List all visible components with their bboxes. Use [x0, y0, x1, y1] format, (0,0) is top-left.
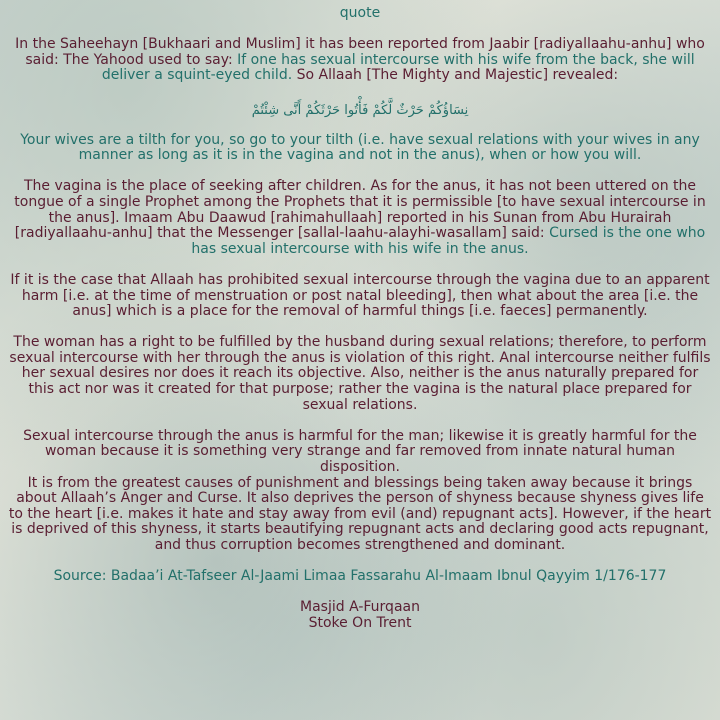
- punishment-paragraph: It is from the greatest causes of punishment and blessings being taken away because it brings about Allaah’s Anger and Curse. It also deprives the person of shyness because shyness gives life to the heart [i.e. makes it hate and stay away from evil (and) repugnant acts]. However, if the heart is deprived of this shyness, it starts beautifying repugnant acts and declaring good acts repugnant, and thus corruption becomes strengthened and dominant.: [8, 474, 712, 553]
- intro-quote: If one has sexual intercourse with his wife from the back, she will deliver a squint-eyed child.: [101, 51, 695, 84]
- harmful-paragraph: Sexual intercourse through the anus is harmful for the man; likewise it is greatly harmful for the woman because it is something very strange and far removed from innate natural human disposition.: [23, 427, 697, 476]
- footer-location: Stoke On Trent: [308, 614, 412, 631]
- intro-end: So Allaah [The Mighty and Majestic] revealed:: [296, 67, 619, 84]
- intro-paragraph: [8, 37, 712, 84]
- vagina-paragraph-text: The vagina is the place of seeking after children. As for the anus, it has not been uttered on the tongue of a single Prophet among the Prophets that it is permissible [to have sexual intercourse in the anus]. Imaam Abu Daawud [rahimahullaah] reported in his Sunan from Abu Hurairah [radiyallaahu-anhu] that the Messenger [sallal-laahu-alayhi-wasallam] said:: [14, 178, 706, 242]
- hadith-quote: Cursed is the one who has sexual intercourse with his wife in the anus.: [191, 225, 706, 257]
- footer-masjid: Masjid A-Furqaan: [300, 599, 420, 616]
- verse-translation: Your wives are a tilth for you, so go to your tilth (i.e. have sexual relations with your wives in any manner as long as it is in the vagina and not in the anus), when or how you will.: [20, 131, 700, 164]
- quote-document: [8, 6, 712, 632]
- vagina-paragraph: [8, 179, 712, 257]
- source-citation: Source: Badaa’i At-Tafseer Al-Jaami Limaa Fassarahu Al-Imaam Ibnul Qayyim 1/176-177: [53, 568, 667, 585]
- rights-paragraph: The woman has a right to be fulfilled by the husband during sexual relations; therefore, to perform sexual intercourse with her through the anus is violation of this right. Anal intercourse neither fulfils her sexual desires nor does it reach its objective. Also, neither is the anus naturally prepared for this act nor was it created for that purpose; rather the vagina is the natural place prepared for sexual relations.: [9, 334, 711, 413]
- arabic-verse: نِسَاؤُكُمْ حَرْثٌ لَّكُمْ فَأْتُوا حَرْثَكُمْ أَنَّى شِئْتُمْ: [251, 102, 469, 118]
- harm-paragraph: If it is the case that Allaah has prohibited sexual intercourse through the vagina due to an apparent harm [i.e. at the time of menstruation or post natal bleeding], then what about the area [i.e. the anus] which is a place for the removal of harmful things [i.e. faeces] permanently.: [10, 271, 710, 320]
- intro-text: In the Saheehayn [Bukhaari and Muslim] it has been reported from Jaabir [radiyallaahu-anhu] who said: The Yahood used to say:: [15, 36, 705, 68]
- quote-title: quote: [339, 5, 381, 21]
